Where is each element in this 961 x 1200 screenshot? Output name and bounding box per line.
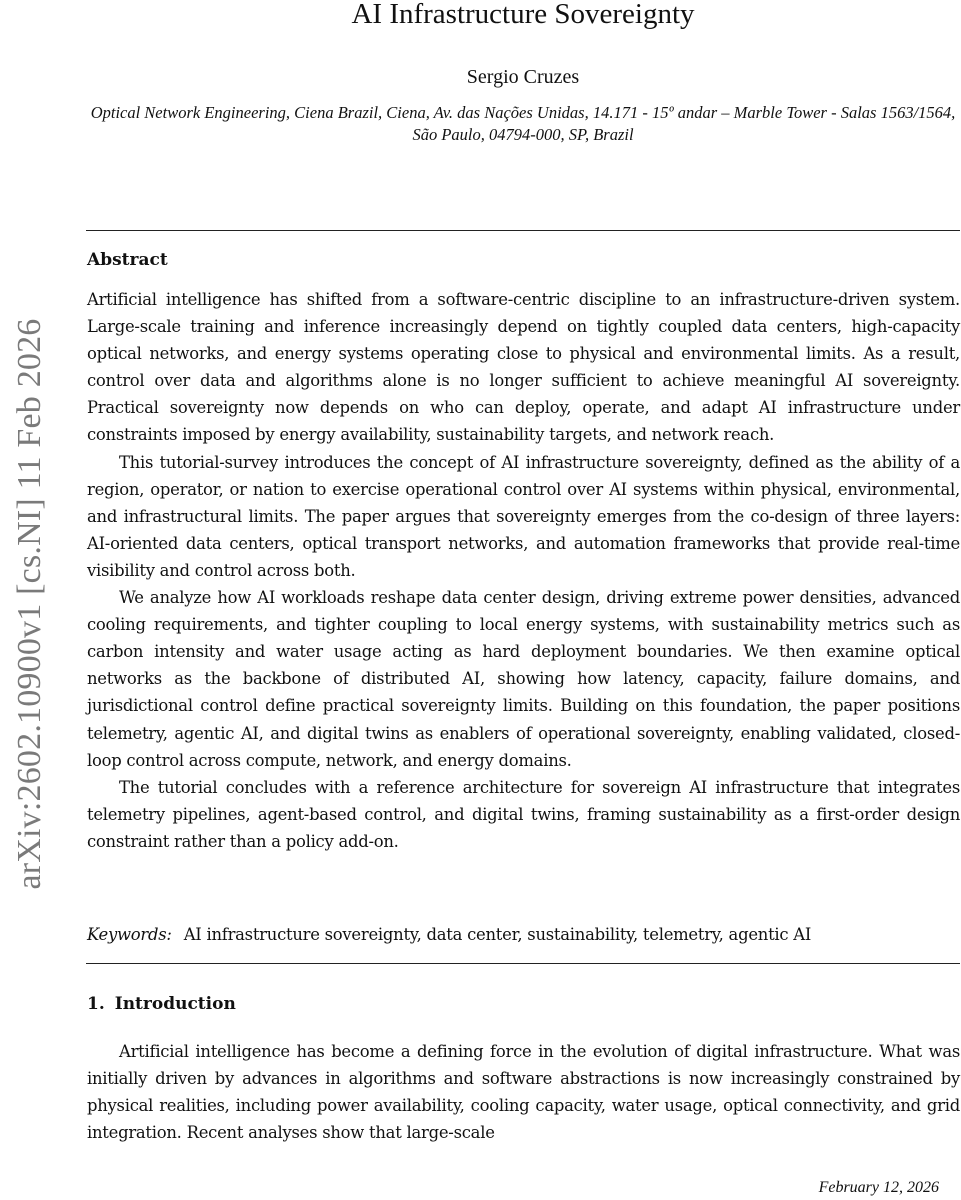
- abstract-bottom-rule: [86, 963, 960, 964]
- author-name: Sergio Cruzes: [466, 66, 580, 88]
- arxiv-identifier: arXiv:2602.10900v1 [cs.NI] 11 Feb 2026: [11, 318, 48, 890]
- keywords-text: AI infrastructure sovereignty, data center, sustainability, telemetry, agentic AI: [183, 925, 812, 944]
- section-title: Introduction: [114, 994, 236, 1014]
- abstract-paragraph: Artificial intelligence has shifted from a software-centric discipline to an infrastructure-driven system. Large-scale training and inference increasingly depend on tightly coupled data centers, high-capacity optical networks, and energy systems operating close to physical and environmental limits. As a result, control over data and algorithms alone is no longer sufficient to achieve meaningful AI sovereignty. Practical sovereignty now depends on who can deploy, operate, and adapt AI infrastructure under constraints imposed by energy availability, sustainability targets, and network reach.: [87, 290, 960, 445]
- introduction-paragraph: Artificial intelligence has become a defining force in the evolution of digital infrastructure. What was initially driven by advances in algorithms and software abstractions is now increasingly constrained by physical realities, including power availability, cooling capacity, water usage, optical connectivity, and grid integration. Recent analyses show that large-scale: [87, 1042, 960, 1143]
- keywords-label: Keywords:: [87, 925, 172, 944]
- footer-date: February 12, 2026: [818, 1179, 939, 1196]
- paper-title: AI Infrastructure Sovereignty: [351, 0, 695, 30]
- section-heading-introduction: [87, 994, 236, 1014]
- abstract-paragraph: This tutorial-survey introduces the concept of AI infrastructure sovereignty, defined as the ability of a region, operator, or nation to exercise operational control over AI systems within physical, environmental, and infrastructural limits. The paper argues that sovereignty emerges from the co-design of three layers: AI-oriented data centers, optical transport networks, and automation frameworks that provide real-time visibility and control across both.: [87, 452, 960, 580]
- abstract-paragraph: We analyze how AI workloads reshape data center design, driving extreme power densities, advanced cooling requirements, and tighter coupling to local energy systems, with sustainability metrics such as carbon intensity and water usage acting as hard deployment boundaries. We then examine optical networks as the backbone of distributed AI, showing how latency, capacity, failure domains, and jurisdictional control define practical sovereignty limits. Building on this foundation, the paper positions telemetry, agentic AI, and digital twins as enablers of operational sovereignty, enabling validated, closed-loop control across compute, network, and energy domains.: [87, 588, 960, 770]
- abstract-heading: Abstract: [87, 250, 168, 270]
- keywords-line: [87, 921, 960, 948]
- abstract-body: [87, 286, 960, 855]
- abstract-top-rule: [86, 230, 960, 231]
- section-number: 1.: [87, 994, 105, 1014]
- author-affiliation: Optical Network Engineering, Ciena Brazil, Ciena, Av. das Nações Unidas, 14.171 - 15º andar – Marble Tower - Salas 1563/1564, São Paulo, 04794-000, SP, Brazil: [90, 103, 956, 144]
- abstract-paragraph: The tutorial concludes with a reference architecture for sovereign AI infrastructure that integrates telemetry pipelines, agent-based control, and digital twins, framing sustainability as a first-order design constraint rather than a policy add-on.: [87, 777, 960, 851]
